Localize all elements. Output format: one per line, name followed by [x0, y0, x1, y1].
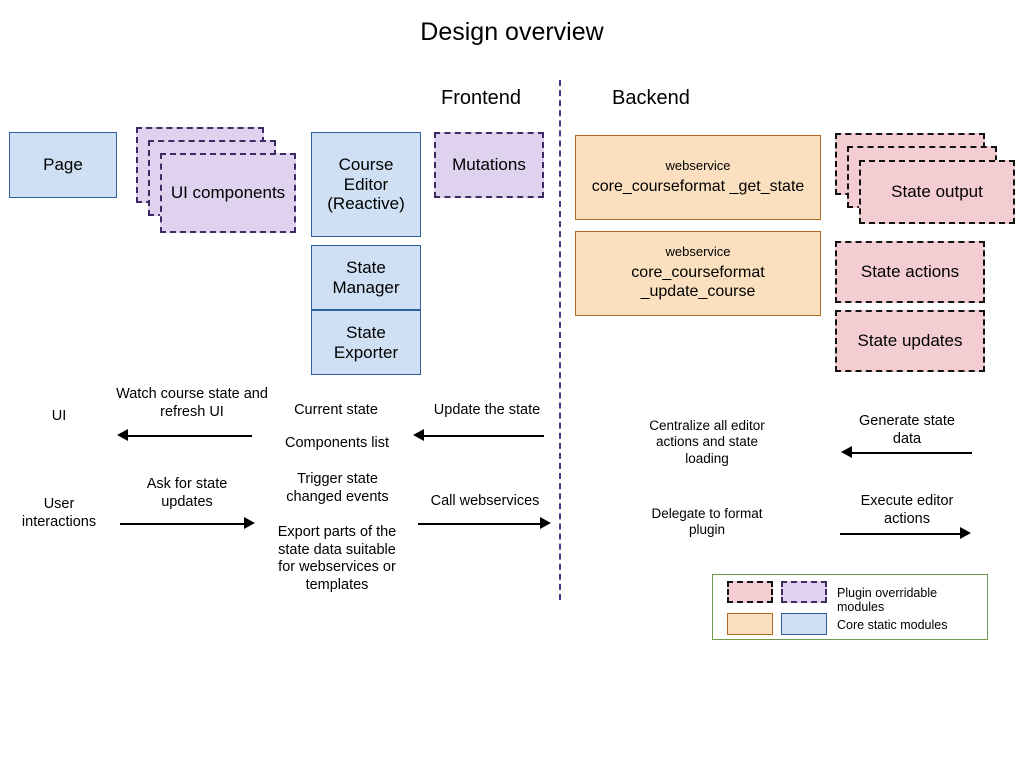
caption-current-state: Current state	[294, 402, 378, 418]
legend-label-plugin-overridable: Plugin overridable modules	[837, 586, 938, 614]
frontend-backend-divider	[559, 80, 561, 600]
webservice-get-state-label: webservice	[665, 157, 731, 173]
arrow-mutations-to-editor-line	[424, 435, 544, 437]
arrow-ui-components-to-ui-line	[128, 435, 252, 437]
box-ui-components[interactable]: UI components	[160, 153, 296, 233]
box-mutations[interactable]: Mutations	[434, 132, 544, 198]
label-ui: UI	[51, 408, 67, 424]
box-state-updates[interactable]: State updates	[835, 310, 985, 372]
webservice-update-course-label: webservice	[665, 244, 731, 260]
box-page[interactable]: Page	[9, 132, 117, 198]
arrow-ws-to-state-actions-head	[960, 527, 971, 539]
caption-components-list: Components list	[285, 435, 389, 451]
legend-swatch-pink	[727, 581, 773, 603]
caption-execute-editor-actions: Execute editor actions	[860, 493, 954, 527]
legend-label-core-static: Core static modules	[837, 618, 948, 632]
section-label-backend: Backend	[612, 87, 690, 109]
arrow-state-output-to-ws-head	[841, 446, 852, 458]
arrow-state-output-to-ws-line	[852, 452, 972, 454]
arrow-user-to-ui-components-line	[120, 523, 244, 525]
caption-trigger-state-changed: Trigger state changed events	[286, 471, 389, 505]
box-webservice-get-state[interactable]	[575, 135, 821, 220]
webservice-update-course-name: core_courseformat _update_course	[631, 264, 765, 301]
arrow-ws-to-state-actions-line	[840, 533, 960, 535]
box-course-editor[interactable]: Course Editor (Reactive)	[311, 132, 421, 237]
arrow-mutations-to-editor-head	[413, 429, 424, 441]
webservice-get-state-name: core_courseformat _get_state	[591, 177, 805, 195]
caption-delegate-plugin: Delegate to format plugin	[651, 506, 763, 538]
legend-swatch-blue	[781, 613, 827, 635]
arrow-user-to-ui-components-head	[244, 517, 255, 529]
arrow-exporter-to-webservice-line	[418, 523, 540, 525]
caption-update-the-state: Update the state	[433, 402, 541, 418]
caption-ask-for-state-updates: Ask for state updates	[146, 476, 228, 510]
caption-export-parts: Export parts of the state data suitable for webservices or templates	[277, 524, 397, 594]
legend-swatch-orange	[727, 613, 773, 635]
box-state-actions[interactable]: State actions	[835, 241, 985, 303]
box-state-output[interactable]: State output	[859, 160, 1015, 224]
box-state-exporter[interactable]: State Exporter	[311, 310, 421, 375]
arrow-exporter-to-webservice-head	[540, 517, 551, 529]
caption-generate-state-data: Generate state data	[859, 413, 955, 447]
caption-watch-course-state: Watch course state and refresh UI	[116, 386, 268, 420]
box-webservice-update-course[interactable]	[575, 231, 821, 316]
legend	[712, 574, 988, 640]
caption-call-webservices: Call webservices	[430, 493, 540, 509]
page-title: Design overview	[420, 18, 604, 46]
label-user-interactions: User interactions	[21, 496, 97, 530]
arrow-ui-components-to-ui-head	[117, 429, 128, 441]
legend-swatch-purple	[781, 581, 827, 603]
caption-centralize-actions: Centralize all editor actions and state loading	[649, 418, 765, 466]
section-label-frontend: Frontend	[441, 87, 522, 109]
box-state-manager[interactable]: State Manager	[311, 245, 421, 310]
